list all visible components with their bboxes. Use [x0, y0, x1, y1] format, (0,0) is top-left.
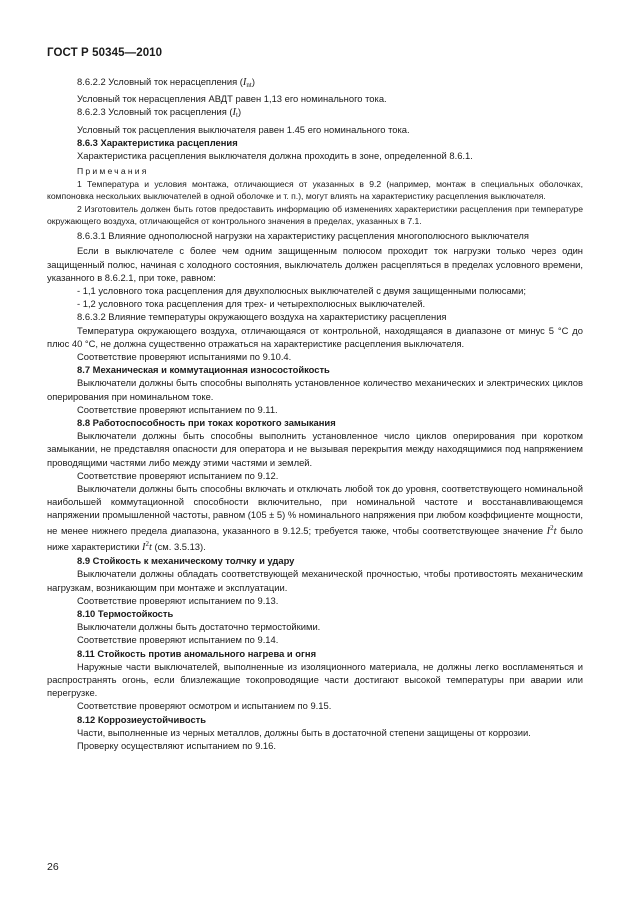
paragraph-text: (см. 3.5.13). — [151, 540, 206, 552]
clause-8-6-2-2 — [47, 75, 583, 92]
clause-8-6-2-3 — [47, 105, 583, 122]
current-symbol: I — [242, 77, 247, 88]
t-symbol: t — [148, 541, 152, 553]
clause-text: 8.6.2.3 Условный ток расцепления ( — [77, 106, 233, 118]
paragraph: Температура окружающего воздуха, отличающаяся от контрольной, находящаяся в диапазоне от минус 5 °С до плюс 40 °С, не должна существенно отражаться на характеристике расцепления выключателя. — [47, 324, 583, 349]
clause-8-6-3-1: 8.6.3.1 Влияние однополюсной нагрузки на характеристику расцепления многополюсного выключателя — [77, 230, 529, 242]
i-symbol: I — [546, 525, 551, 537]
page-number: 26 — [47, 861, 59, 873]
paragraph-text: Выключатели должны быть способны включать и отключать любой ток до уровня, соответствующего номинальной наибольшей коммутационной способности включительно, при номинальной частоте и восстанавливающемся напряжении промышленной частоты, равном (105 ± 5) % номинального напряжения при любом коэффициенте мощности, не менее нижнего предела диапазона, указанного в 9.12.5; требуется также, чтобы соответствующее значение — [47, 483, 583, 536]
paragraph: Условный ток нерасцепления АВДТ равен 1,13 его номинального тока. — [77, 93, 387, 105]
heading-8-12: 8.12 Коррозиеустойчивость — [77, 713, 207, 725]
paragraph — [47, 482, 583, 554]
heading-8-9: 8.9 Стойкость к механическому толчку и удару — [77, 555, 295, 567]
paragraph: Наружные части выключателей, выполненные из изоляционного материала, не должны легко воспламеняться и распространять огонь, если близлежащие токопроводящие части достигают высокой температуры при аварии или перегрузке. — [47, 660, 583, 699]
paragraph: Выключатели должны быть способны выполнять установленное количество механических и электрических циклов оперирования при номинальном токе. — [47, 377, 583, 402]
heading-8-6-3: 8.6.3 Характеристика расцепления — [77, 136, 238, 148]
paragraph: Соответствие проверяют испытанием по 9.14. — [77, 634, 279, 646]
current-subscript: t — [236, 111, 238, 120]
paragraph: Части, выполненные из черных металлов, должны быть в достаточной степени защищены от коррозии. — [77, 726, 531, 738]
paragraph: Проверку осуществляют испытанием по 9.16. — [77, 739, 276, 751]
t-symbol: t — [553, 525, 557, 537]
notes-title: Примечания — [77, 166, 149, 177]
paragraph: Выключатели должны обладать соответствующей механической прочностью, чтобы противостоять механическим нагрузкам, возникающим при монтаже и эксплуатации. — [47, 568, 583, 593]
paragraph: Соответствие проверяют испытанием по 9.13. — [77, 594, 279, 606]
superscript-2: 2 — [145, 539, 149, 548]
clause-text-end: ) — [251, 76, 255, 87]
document-body — [47, 75, 583, 752]
paragraph: Соответствие проверяют испытанием по 9.12. — [77, 469, 279, 481]
paragraph: Условный ток расцепления выключателя равен 1.45 его номинального тока. — [77, 123, 410, 135]
paragraph: Выключатели должны быть достаточно термостойкими. — [77, 621, 321, 633]
document-header: ГОСТ Р 50345—2010 — [47, 47, 163, 59]
current-subscript: nt — [246, 81, 252, 89]
paragraph: Соответствие проверяют осмотром и испытанием по 9.15. — [77, 700, 332, 712]
clause-text: 8.6.2.2 Условный ток нерасцепления ( — [77, 76, 243, 87]
current-symbol: I — [232, 107, 236, 119]
paragraph: Соответствие проверяют испытанием по 9.11. — [77, 403, 278, 415]
heading-8-10: 8.10 Термостойкость — [77, 607, 174, 619]
heading-8-7: 8.7 Механическая и коммутационная износостойкость — [77, 364, 330, 376]
note-2: 2 Изготовитель должен быть готов предоставить информацию об изменениях характеристики расцепления при температуре окружающего воздуха, отличающейся от контрольного значения в пределах, указанных в 7.1. — [47, 204, 583, 227]
superscript-2: 2 — [550, 523, 554, 532]
clause-8-6-3-2: 8.6.3.2 Влияние температуры окружающего воздуха на характеристику расцепления — [77, 311, 447, 323]
i2t-symbol — [546, 523, 557, 537]
note-1: 1 Температура и условия монтажа, отличающиеся от указанных в 9.2 (например, монтаж в специальных оболочках, компоновка нескольких выключателей в одной оболочке и т. п.), могут влиять на характеристику расцепления выключателя. — [47, 179, 583, 202]
clause-text-end: ) — [237, 106, 242, 118]
paragraph-text: было ниже характеристики — [47, 524, 583, 552]
paragraph: Выключатели должны быть способны выполнить установленное число циклов оперирования при коротком замыкании, не представляя опасности для оператора и не вызывая перекрытия между находящимися под напряжением проводящими частями либо между этими частями и землей. — [47, 430, 583, 468]
i-symbol: I — [141, 541, 146, 553]
i2t-symbol — [141, 539, 152, 553]
paragraph: Характеристика расцепления выключателя должна проходить в зоне, определенной 8.6.1. — [77, 150, 473, 162]
list-item: - 1,1 условного тока расцепления для двухполюсных выключателей с двумя защищенными полюсами; — [77, 285, 526, 297]
paragraph: Соответствие проверяют испытаниями по 9.10.4. — [77, 351, 292, 363]
heading-8-8: 8.8 Работоспособность при токах короткого замыкания — [77, 417, 336, 429]
list-item: - 1,2 условного тока расцепления для трех- и четырехполюсных выключателей. — [77, 298, 426, 310]
paragraph: Если в выключателе с более чем одним защищенным полюсом проходит ток нагрузки только через один защищенный полюс, начиная с холодного состояния, выключатель должен расцепляться в пределах условного времени, указанного в 8.6.2.1, при токе, равном: — [47, 245, 583, 283]
heading-8-11: 8.11 Стойкость против аномального нагрева и огня — [77, 647, 317, 659]
